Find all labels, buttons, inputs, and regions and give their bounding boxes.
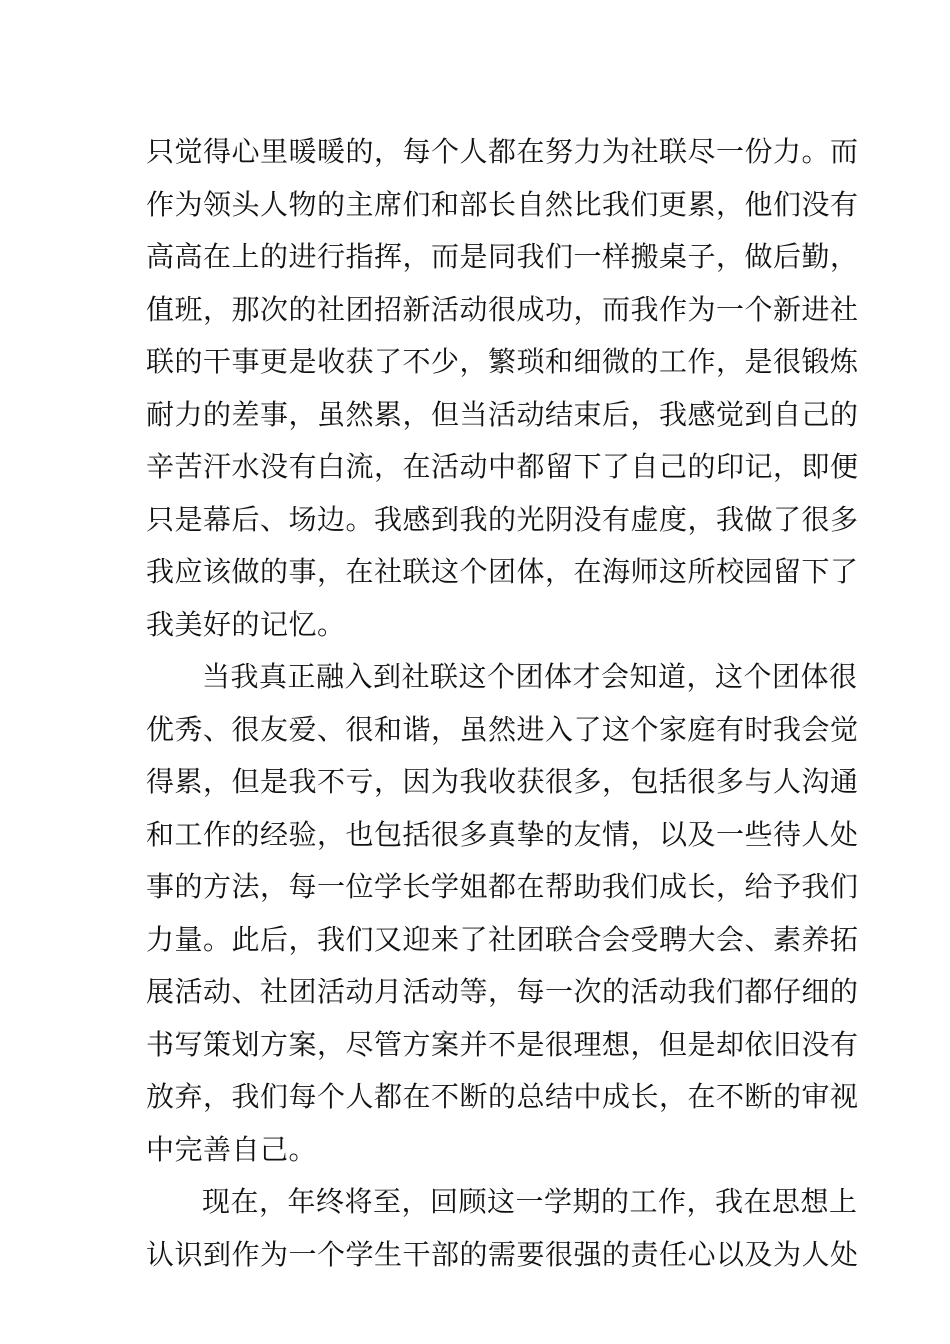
body-text bbox=[146, 126, 859, 1281]
text-line: 我应该做的事，在社联这个团体，在海师这所校园留下了 bbox=[146, 555, 859, 588]
text-line: 放弃，我们每个人都在不断的总结中成长，在不断的审视 bbox=[146, 1080, 859, 1113]
text-line: 我美好的记忆。 bbox=[146, 607, 346, 641]
text-line: 作为领头人物的主席们和部长自然比我们更累，他们没有 bbox=[146, 187, 859, 221]
text-line: 展活动、社团活动月活动等，每一次的活动我们都仔细的 bbox=[146, 975, 859, 1008]
text-line: 和工作的经验，也包括很多真挚的友情，以及一些待人处 bbox=[146, 817, 859, 851]
text-line: 认识到作为一个学生干部的需要很强的责任心以及为人处 bbox=[146, 1237, 859, 1271]
paragraph-first-line: 当我真正融入到社联这个团体才会知道，这个团体很 bbox=[202, 660, 858, 693]
text-line: 耐力的差事，虽然累，但当活动结束后，我感觉到自己的 bbox=[146, 397, 859, 431]
text-line: 力量。此后，我们又迎来了社团联合会受聘大会、素养拓 bbox=[146, 922, 859, 956]
text-line: 联的干事更是收获了不少，繁琐和细微的工作，是很锻炼 bbox=[146, 345, 859, 378]
text-line: 中完善自己。 bbox=[146, 1132, 318, 1166]
text-line: 高高在上的进行指挥，而是同我们一样搬桌子，做后勤， bbox=[146, 240, 859, 273]
text-line: 事的方法，每一位学长学姐都在帮助我们成长，给予我们 bbox=[146, 870, 859, 903]
text-line: 优秀、很友爱、很和谐，虽然进入了这个家庭有时我会觉 bbox=[146, 712, 859, 746]
text-line: 得累，但是我不亏，因为我收获很多，包括很多与人沟通 bbox=[146, 765, 859, 798]
text-line: 辛苦汗水没有白流，在活动中都留下了自己的印记，即便 bbox=[146, 450, 859, 483]
text-line: 只觉得心里暖暖的，每个人都在努力为社联尽一份力。而 bbox=[146, 135, 859, 168]
text-line: 值班，那次的社团招新活动很成功，而我作为一个新进社 bbox=[146, 292, 859, 326]
paragraph-first-line: 现在，年终将至，回顾这一学期的工作，我在思想上 bbox=[202, 1185, 858, 1218]
text-line: 只是幕后、场边。我感到我的光阴没有虚度，我做了很多 bbox=[146, 502, 859, 536]
text-line: 书写策划方案，尽管方案并不是很理想，但是却依旧没有 bbox=[146, 1027, 859, 1061]
